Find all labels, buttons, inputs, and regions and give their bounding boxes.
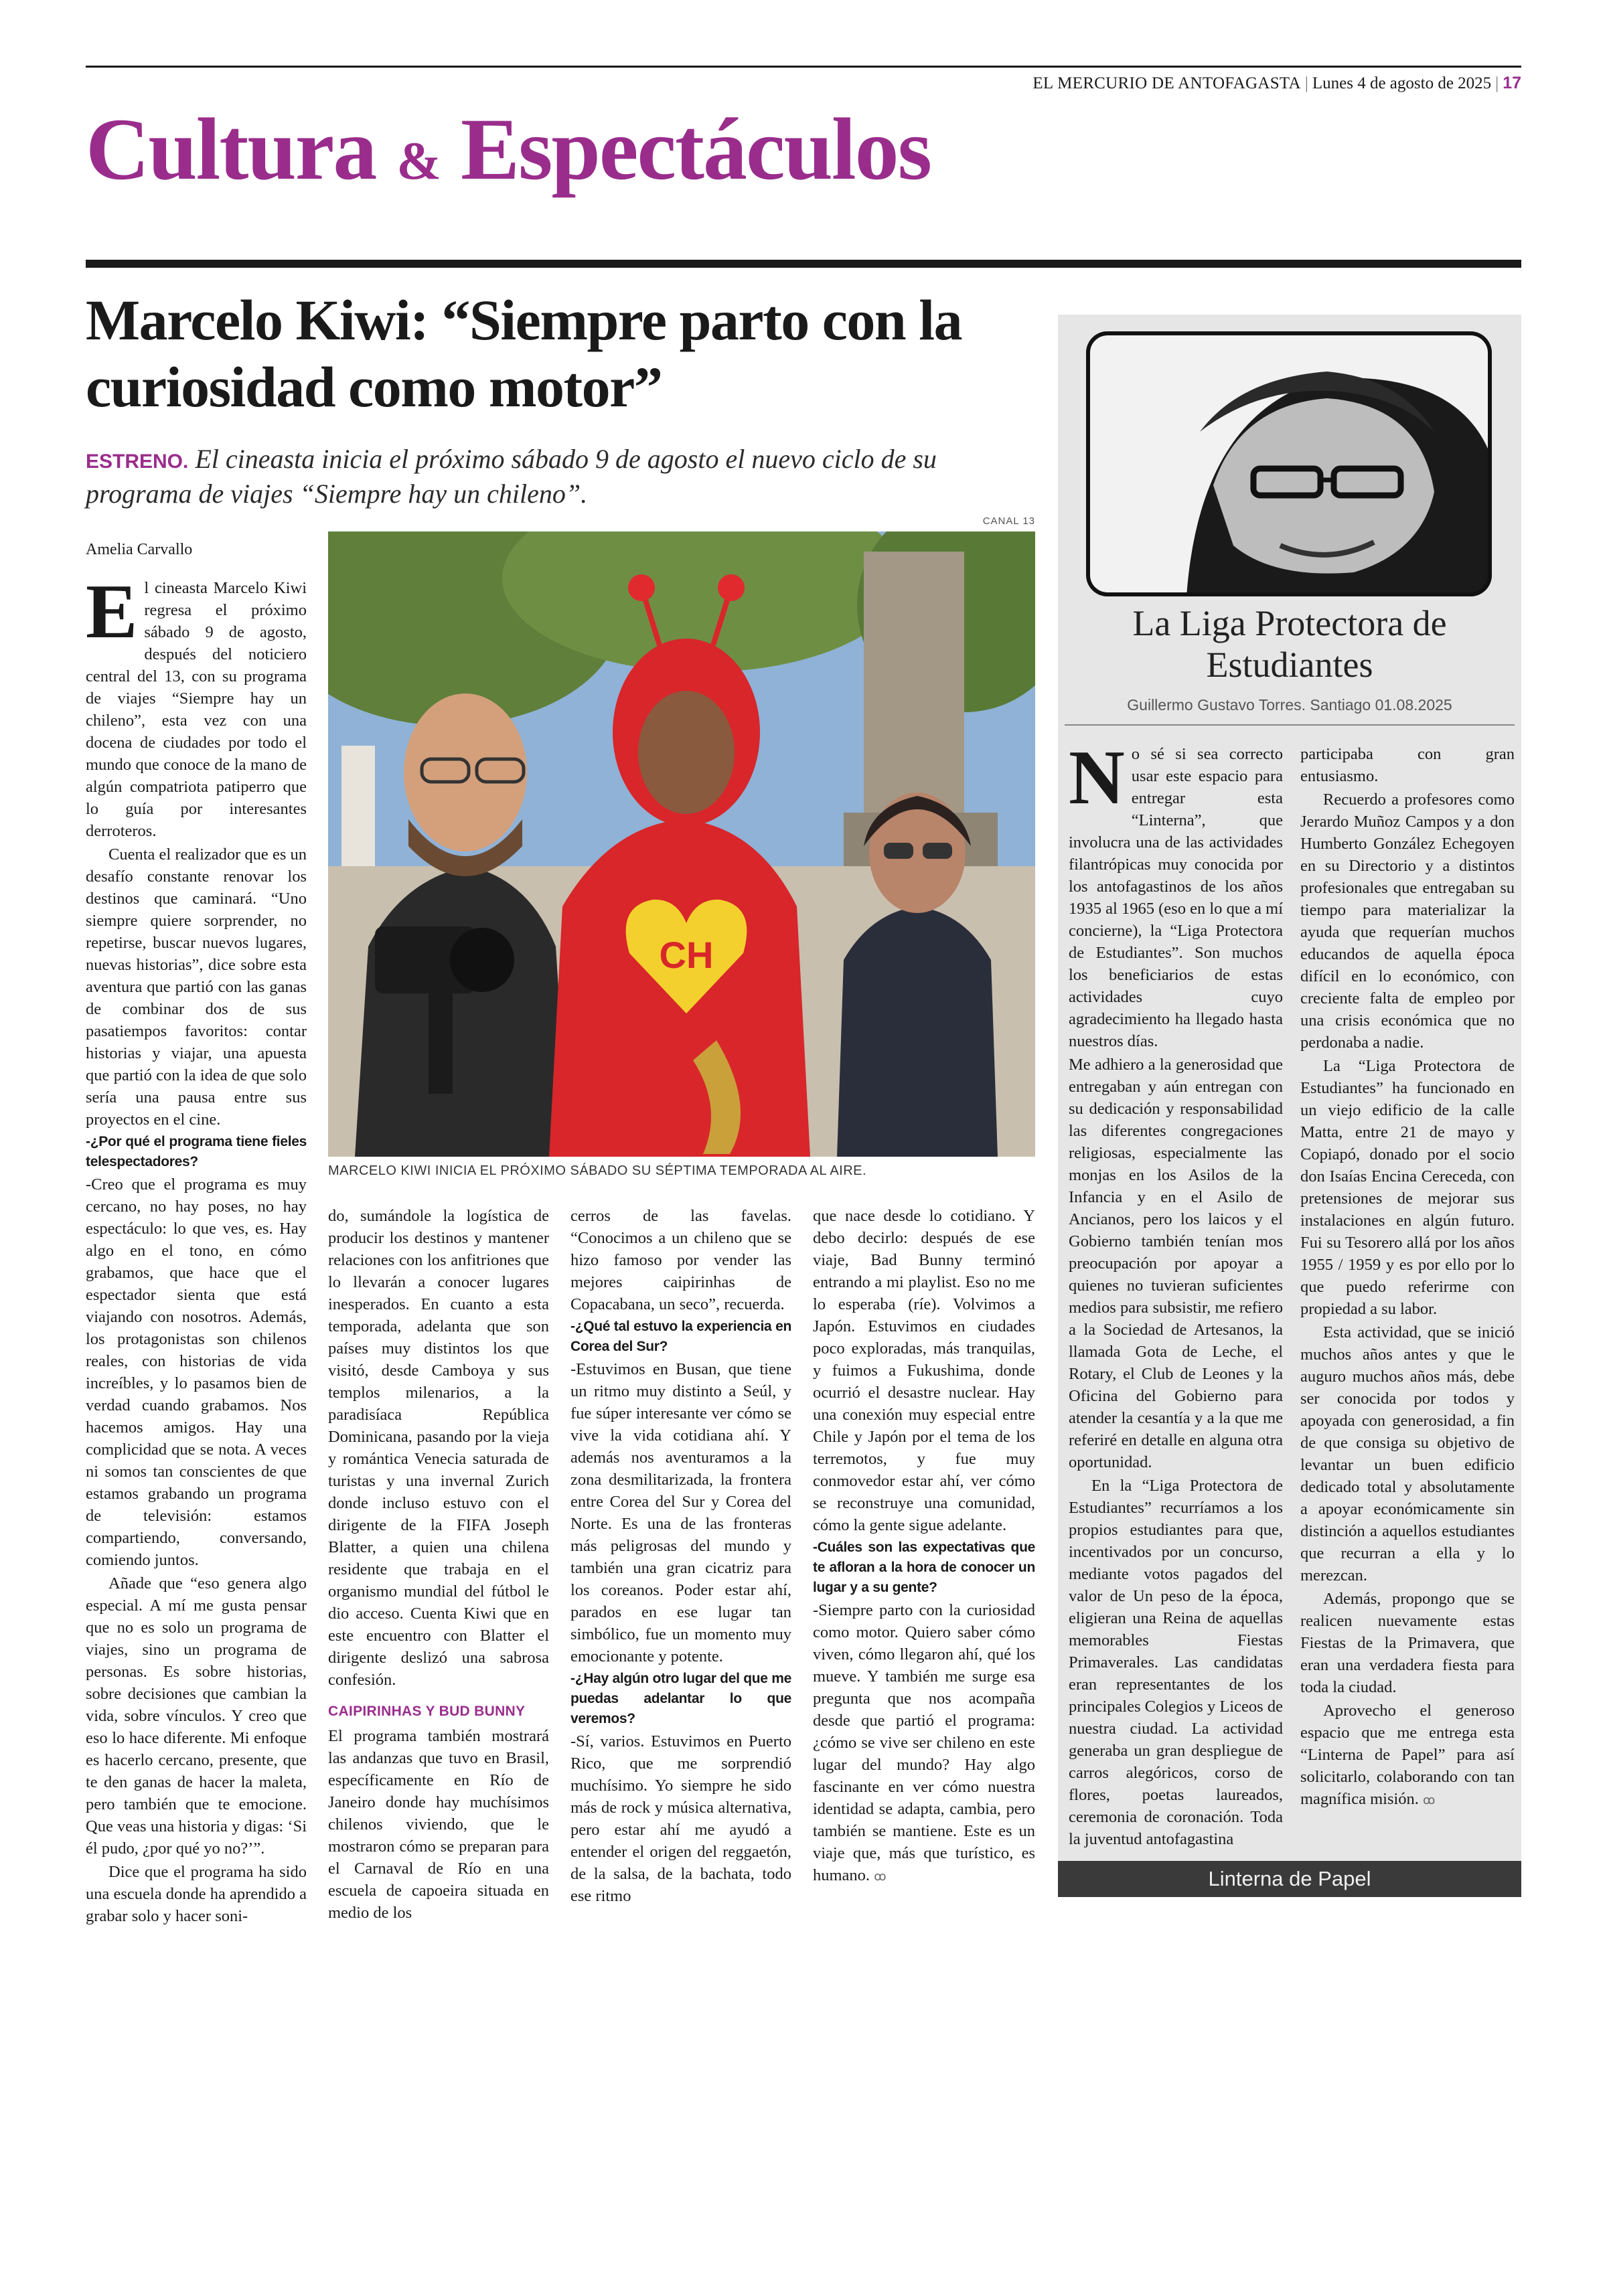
photo-credit: CANAL 13 xyxy=(982,515,1035,527)
sidebar-rule xyxy=(1065,724,1515,726)
article-paragraph: -Estuvimos en Busan, que tiene un ritmo muy distinto a Seúl, y fue súper interesante ver cómo se vive la vida cotidiana ahí. Y además nos aventuramos a la zona desmilitarizada, la frontera entre Corea del Sur y Corea del Norte. Es una de las fronteras más peligrosas del mundo y también una gran cicatriz para los coreanos. Poder estar ahí, parados en ese lugar tan simbólico, fue un momento muy emocionante y potente. xyxy=(570,1360,791,1665)
sidebar-footer-label: Linterna de Papel xyxy=(1058,1861,1521,1897)
article-deck-text: El cineasta inicia el próximo sábado 9 de agosto el nuevo ciclo de su programa de viajes “Siempre hay un chileno”. xyxy=(86,444,937,509)
sidebar-paragraph: Además, propongo que se realicen nuevamente estas Fiestas de la Primavera, que eran una verdadera fiesta para toda la ciudad. xyxy=(1300,1590,1515,1696)
end-mark-icon: ꝏ xyxy=(1423,1793,1436,1807)
end-mark-icon: ꝏ xyxy=(874,1870,887,1884)
article-column-4 xyxy=(813,1205,1035,1889)
sidebar-title: La Liga Protectora de Estudiantes xyxy=(1132,603,1447,685)
article-paragraph: que nace desde lo cotidiano. Y debo decirlo: después de ese viaje, Bad Bunny terminó entrando a mi playlist. Eso no me lo esperaba (ríe). Volvimos a Japón. Estuvimos en ciudades poco exploradas, más tranquilas, y fuimos a Fukushima, donde ocurrió el desastre nuclear. Hay una conexión muy especial entre Chile y Japón por el tema de los terremotos, y fue muy conmovedor estar ahí, ver cómo se reconstruye una comunidad, cómo la gente sigue adelante. xyxy=(813,1207,1035,1534)
article-paragraph: Añade que “eso genera algo especial. A mí me gusta pensar que no es solo un programa de viajes, sino un programa de personas. Es sobre historias, sobre decisiones que cambian la vida, sobre vínculos. Y creo que eso lo hace diferente. Mi enfoque es hacerlo cercano, presente, que te den ganas de hacer la maleta, pero también que te emocione. Que veas una historia y digas: ‘Si él pudo, ¿por qué yo no?’”. xyxy=(86,1574,307,1858)
costume-logo: CH xyxy=(659,934,714,976)
article-column-1 xyxy=(86,569,307,1929)
masthead: EL MERCURIO DE ANTOFAGASTA | Lunes 4 de agosto de 2025 | 17 xyxy=(1032,74,1521,92)
section-rule xyxy=(86,260,1521,268)
drop-cap: E xyxy=(86,569,138,655)
page-number: 17 xyxy=(1503,74,1521,92)
photo-illustration xyxy=(328,531,1035,1157)
article-paragraph: -Sí, varios. Estuvimos en Puerto Rico, que me sorprendió muchísimo. Yo siempre he sido más de rock y música alternativa, pero estar ahí me ayudó a entender el origen del reggaetón, de la salsa, de la bachata, todo ese ritmo xyxy=(570,1732,791,1905)
interview-question: -Cuáles son las expectativas que te afloran a la hora de conocer un lugar y a su gente? xyxy=(813,1540,1035,1595)
publication-name: EL MERCURIO DE ANTOFAGASTA xyxy=(1032,74,1301,92)
article-paragraph: Dice que el programa ha sido una escuela donde ha aprendido a grabar solo y hacer soni- xyxy=(86,1863,307,1925)
article-paragraph: Cuenta el realizador que es un desafío constante renovar los destinos que caminará. “Uno siempre quiere sorprender, no repetirse, buscar nuevos lugares, nuevas historias”, dice sobre esta aventura que partió con las ganas de combinar dos de sus pasatiempos favoritos: contar historias y viajar, una apuesta que partió con la idea de que solo sería una pausa entre sus proyectos en el cine. xyxy=(86,845,307,1129)
sidebar-paragraph: Recuerdo a profesores como Jerardo Muñoz Campos y a don Humberto González Echegoyen en su Directorio y a distintos profesionales que entregaban su tiempo para materializar la ayuda que requerían muchos educandos de aquella época difícil en lo económico, con creciente falta de empleo por una crisis económica que no perdonaba a nadie. xyxy=(1300,791,1515,1052)
sidebar-paragraph: Me adhiero a la generosidad que entregaban y aún entregan con su dedicación y responsabilidad las diferentes congregaciones religiosas, especialmente las monjas en los Asilos de la Infancia y en el Asilo de Ancianos, pero los laicos y el Gobierno también tenían mos preocupación por apoyar a quienes no tuvieran suficientes medios para subsistir, me refiero a la Sociedad de Artesanos, la llamada Gota de Leche, el Rotary, el Club de Leones y la Oficina del Gobierno para atender la cesantía y a la que me referiré en detalle en alguna otra oportunidad. xyxy=(1069,1056,1283,1471)
sidebar-column-2 xyxy=(1300,743,1515,1813)
paragraph-text: Aprovecho el generoso espacio que me entrega esta “Linterna de Papel” para así solicitarlo, colaborando con tan magnífica misión. xyxy=(1300,1702,1515,1808)
article-paragraph xyxy=(86,569,307,842)
section-title-part1: Cultura xyxy=(86,100,376,198)
paragraph-text: l cineasta Marcelo Kiwi regresa el próximo sábado 9 de agosto, después del noticiero central del 13, con su programa de viajes “Siempre hay un chileno”, esta vez con una docena de ciudades por todo el mundo que conoce de la mano de algún compatriota patiperro que lo guía por interesantes derroteros. xyxy=(86,579,307,840)
article-paragraph: El programa también mostrará las andanzas que tuvo en Brasil, específicamente en Río de Janeiro donde hay muchísimos chilenos viviendo, que le mostraron cómo se preparan para el Carnaval de Río en una escuela de capoeira situada en medio de los xyxy=(328,1727,549,1922)
article-paragraph xyxy=(813,1599,1035,1888)
drop-cap: N xyxy=(1069,735,1125,821)
sidebar-paragraph: En la “Liga Protectora de Estudiantes” recurríamos a los propios estudiantes para que, incentivados por un concurso, mediante votos pagados del valor de Un peso de la época, eligieran una Reina de aquellas memorables Fiestas Primaverales. Las candidatas eran representantes de los principales Colegios y Liceos de nuestra ciudad. La actividad generaba un gran despliegue de carros alegóricos, corso de flores, poetas laureados, ceremonia de coronación. Toda la juventud antofagastina xyxy=(1069,1477,1283,1848)
issue-date: Lunes 4 de agosto de 2025 xyxy=(1312,74,1492,92)
article-paragraph: do, sumándole la logística de producir los destinos y mantener relaciones con los anfitriones que lo llevarán a conocer lugares inesperados. En cuanto a esta temporada, adelanta que son países muy distintos los que visitó, desde Camboya y sus templos milenarios, a la paradisíaca República Dominicana, pasando por la vieja y romántica Venecia saturada de turistas y una invernal Zurich donde incluso estuvo con el dirigente de la FIFA Joseph Blatter, a quien una chilena residente que trabaja en el organismo mundial del fútbol le dio acceso. Cuenta Kiwi que en este encuentro con Blatter el dirigente deslizó una sabrosa confesión. xyxy=(328,1207,549,1689)
article-column-3 xyxy=(570,1205,791,1908)
article-subhead: CAIPIRINHAS Y BUD BUNNY xyxy=(328,1704,526,1719)
article-paragraph: cerros de las favelas. “Conocimos a un chileno que se hizo famoso por vender las mejores caipirinhas de Copacabana, un seco”, recuerda. xyxy=(570,1207,791,1313)
interview-question: -¿Qué tal estuvo la experiencia en Corea del Sur? xyxy=(570,1319,791,1354)
section-title xyxy=(86,99,931,212)
article-headline: Marcelo Kiwi: “Siempre parto con la curiosidad como motor” xyxy=(86,288,962,419)
top-rule xyxy=(86,66,1521,68)
section-title-part2: Espectáculos xyxy=(461,100,931,198)
article-column-2 xyxy=(328,1205,549,1925)
sidebar-paragraph: La “Liga Protectora de Estudiantes” ha funcionado en un viejo edificio de la calle Matta, entre 21 de mayo y Copiapó, donado por el socio don Isaías Encina Cereceda, con pretensiones de mejorar sus instalaciones en algún futuro. Fui su Tesorero allá por los años 1955 / 1959 y es por ello por lo que puedo referirme con propiedad a su labor. xyxy=(1300,1057,1515,1318)
article-kicker: ESTRENO. xyxy=(86,450,189,473)
photo-caption: MARCELO KIWI INICIA EL PRÓXIMO SÁBADO SU SÉPTIMA TEMPORADA AL AIRE. xyxy=(328,1163,867,1178)
interview-question: -¿Hay algún otro lugar del que me puedas adelantar lo que veremos? xyxy=(570,1671,791,1726)
paragraph-text: o sé si sea correcto usar este espacio para entregar esta “Linterna”, que involucra una de las actividades filantrópicas muy conocida por los antofagastinos de los años 1935 al 1965 (eso en lo que a mí concierne), la “Liga Protectora de Estudiantes”. Son muchos los beneficiarios de estas actividades cuyo agradecimiento ha llegado hasta nuestros días. xyxy=(1069,745,1283,1050)
sidebar-paragraph xyxy=(1300,1700,1515,1811)
sidebar-paragraph: participaba con gran entusiasmo. xyxy=(1300,745,1515,785)
sidebar-paragraph xyxy=(1069,735,1283,1052)
article-paragraph: -Creo que el programa es muy cercano, no hay poses, no hay espectáculo: lo que ves, es. Hay algo en el tono, en cómo grabamos, que hace que el espectador sienta que está viajando con nosotros. Además, los protagonistas son chilenos reales, con historias de vida increíbles, y lo pasamos bien de verdad cuando grabamos. Nos hacemos amigos. Hay una complicidad que se nota. A veces ni somos tan conscientes de que estamos grabando un programa de televisión: estamos compartiendo, conversando, comiendo juntos. xyxy=(86,1175,307,1569)
columnist-portrait xyxy=(1086,331,1492,596)
article-photo xyxy=(328,531,1035,1157)
section-title-amp: & xyxy=(396,132,441,191)
interview-question: -¿Por qué el programa tiene fieles telespectadores? xyxy=(86,1134,307,1169)
paragraph-text: -Siempre parto con la curiosidad como motor. Quiero saber cómo viven, cómo llegaron ahí, qué los mueve. Y también me surge esa pregunta que nos acompaña desde que partió el programa: ¿cómo se vive ser chileno en este lugar del mundo? Hay algo fascinante en ver cómo nuestra identidad se adapta, cambia, pero también se mantiene. Este es un viaje que, más que turístico, es humano. xyxy=(813,1601,1035,1884)
sidebar-column-1 xyxy=(1069,735,1283,1852)
article-author: Amelia Carvallo xyxy=(86,541,193,558)
article-deck xyxy=(86,443,1043,510)
sidebar-byline: Guillermo Gustavo Torres. Santiago 01.08.2025 xyxy=(1127,696,1452,714)
portrait-illustration xyxy=(1086,331,1492,596)
sidebar-paragraph: Esta actividad, que se inició muchos años antes y que le auguro muchos años más, debe ser conocida por todos y apoyada con generosidad, a fin de que consiga su objetivo de levantar un buen edificio dedicado total y absolutamente a apoyar económicamente sin distinción a aquellos estudiantes que recurran a ella y lo merezcan. xyxy=(1300,1323,1515,1584)
